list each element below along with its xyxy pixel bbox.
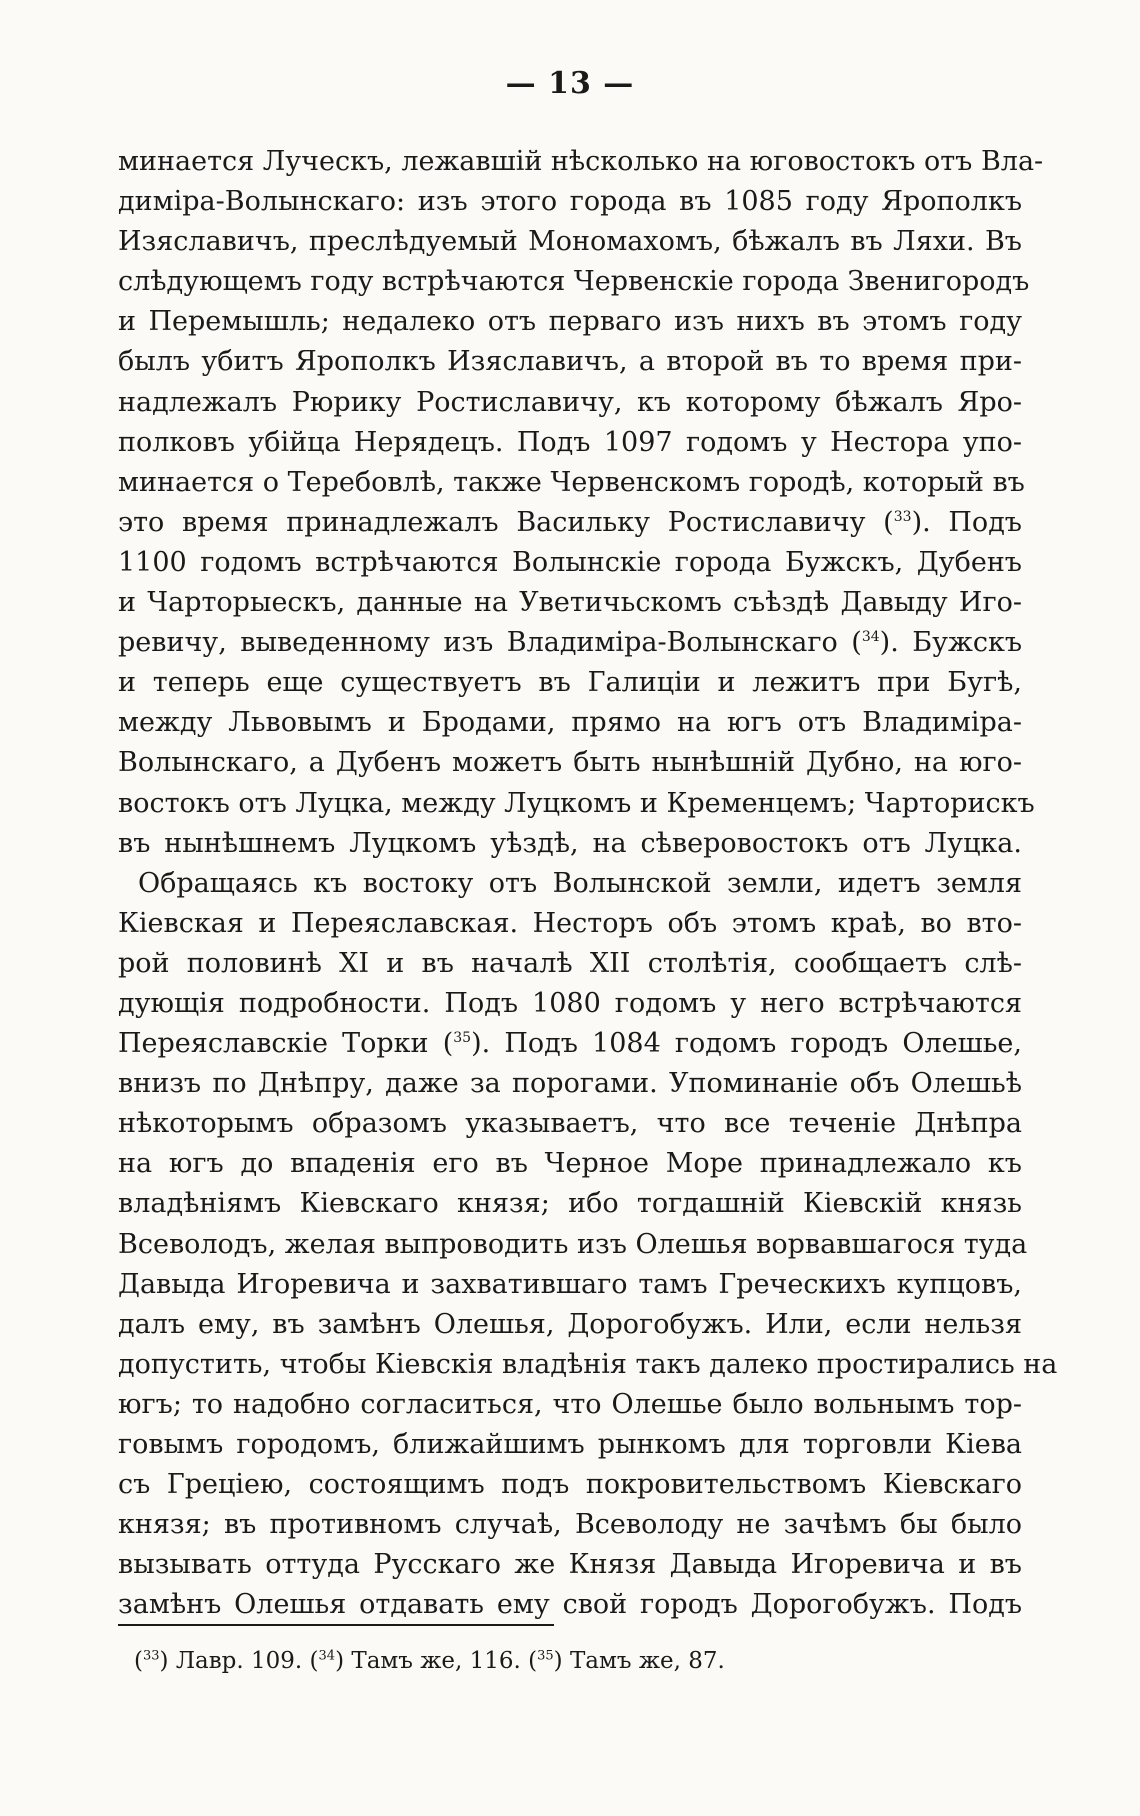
- text-line: допустить, чтобы Кіевскія владѣнія такъ далеко простирались на: [118, 1348, 1058, 1380]
- footnote-open: (: [134, 1648, 143, 1674]
- line-text: это время принадлежалъ Васильку Ростиславичу (: [118, 506, 894, 538]
- text-line: вызывать оттуда Русскаго же Князя Давыда Игоревича и въ: [118, 1549, 1022, 1581]
- text-line: югъ; то надобно согласиться, что Олешье было вольнымъ тор-: [118, 1388, 1022, 1420]
- text-line: Обращаясь къ востоку отъ Волынской земли, идетъ земля: [138, 867, 1022, 899]
- footnote-divider: [118, 1624, 554, 1626]
- text-line: Всеволодъ, желая выпроводить изъ Олешья ворвавшагося туда: [118, 1228, 1028, 1260]
- footnote-mark: 34: [318, 1648, 336, 1664]
- text-line: замѣнъ Олешья отдавать ему свой городъ Дорогобужъ. Подъ: [118, 1589, 1022, 1621]
- text-line: минается Луческъ, лежавшій нѣсколько на юговостокъ отъ Вла-: [118, 146, 1044, 177]
- line-text: ревичу, выведенному изъ Владиміра-Волынскаго (: [118, 627, 862, 659]
- text-line: нѣкоторымъ образомъ указываетъ, что все теченіе Днѣпра: [118, 1108, 1022, 1140]
- text-line: [118, 503, 1022, 543]
- line-text: Переяславскіе Торки (: [118, 1028, 454, 1060]
- text-line: [118, 1024, 1022, 1064]
- page-number: — 13 —: [505, 66, 635, 101]
- text-line: [118, 623, 1022, 663]
- text-line: Кіевская и Переяславская. Несторъ объ этомъ краѣ, во вто-: [118, 907, 1022, 939]
- text-line: 1100 годомъ встрѣчаются Волынскіе города Бужскъ, Дубенъ: [118, 546, 1022, 578]
- footnote-mark: 35: [453, 1030, 472, 1047]
- footnote-mark: 33: [893, 508, 912, 525]
- text-line: владѣніямъ Кіевскаго князя; ибо тогдашній Кіевскій князь: [118, 1188, 1022, 1220]
- text-line: и теперь еще существуетъ въ Галиціи и лежитъ при Бугѣ,: [118, 667, 1022, 699]
- line-text: ). Подъ 1084 годомъ городъ Олешье,: [471, 1028, 1022, 1060]
- footnote-text: ) Лавр. 109. (: [159, 1648, 319, 1674]
- text-line: князя; въ противномъ случаѣ, Всеволоду не зачѣмъ бы было: [118, 1509, 1022, 1541]
- footnote-text: ) Тамъ же, 87.: [553, 1648, 725, 1674]
- footnote-mark: 35: [537, 1648, 554, 1664]
- text-line: Волынскаго, а Дубенъ можетъ быть нынѣшній Дубно, на юго-: [118, 747, 1022, 779]
- body-text: [118, 142, 1058, 1625]
- text-line: надлежалъ Рюрику Ростиславичу, къ которому бѣжалъ Яро-: [118, 386, 1022, 418]
- text-line: между Львовымъ и Бродами, прямо на югъ отъ Владиміра-: [118, 707, 1022, 739]
- text-line: диміра-Волынскаго: изъ этого города въ 1085 году Ярополкъ: [118, 186, 1022, 218]
- text-line: и Перемышль; недалеко отъ перваго изъ нихъ въ этомъ году: [118, 306, 1022, 338]
- footnote-text: ) Тамъ же, 116. (: [335, 1648, 538, 1674]
- text-line: дующія подробности. Подъ 1080 годомъ у него встрѣчаются: [118, 987, 1022, 1019]
- text-line: слѣдующемъ году встрѣчаются Червенскіе города Звенигородъ: [118, 266, 1030, 298]
- text-line: минается о Теребовлѣ, также Червенскомъ городѣ, который въ: [118, 466, 1025, 498]
- line-text: ). Бужскъ: [879, 627, 1022, 659]
- text-line: говымъ городомъ, ближайшимъ рынкомъ для торговли Кіева: [118, 1429, 1022, 1460]
- text-line: Давыда Игоревича и захватившаго тамъ Греческихъ купцовъ,: [118, 1268, 1022, 1300]
- text-line: полковъ убійца Нерядецъ. Подъ 1097 годомъ у Нестора упо-: [118, 426, 1022, 458]
- text-line: далъ ему, въ замѣнъ Олешья, Дорогобужъ. Или, если нельзя: [118, 1308, 1022, 1340]
- footnote-mark: 33: [142, 1648, 160, 1664]
- text-line: на югъ до впаденія его въ Черное Море принадлежало къ: [118, 1148, 1022, 1180]
- text-line: и Чарторыескъ, данные на Уветичьскомъ съѣздѣ Давыду Иго-: [118, 587, 1022, 619]
- footnotes: [134, 1648, 725, 1674]
- text-line: Изяславичъ, преслѣдуемый Мономахомъ, бѣжалъ въ Ляхи. Въ: [118, 226, 1022, 258]
- line-text: ). Подъ: [911, 506, 1022, 538]
- text-line: былъ убитъ Ярополкъ Изяславичъ, а второй въ то время при-: [118, 346, 1022, 378]
- text-line: рой половинѣ XI и въ началѣ XII столѣтія, сообщаетъ слѣ-: [118, 947, 1022, 979]
- text-line: съ Греціею, состоящимъ подъ покровительствомъ Кіевскаго: [118, 1469, 1022, 1501]
- text-line: востокъ отъ Луцка, между Луцкомъ и Кременцемъ; Чарторискъ: [118, 787, 1035, 819]
- text-line: въ нынѣшнемъ Луцкомъ уѣздѣ, на сѣверовостокъ отъ Луцка.: [118, 827, 1022, 859]
- footnote-mark: 34: [861, 629, 880, 646]
- text-line: внизъ по Днѣпру, даже за порогами. Упоминаніе объ Олешьѣ: [118, 1068, 1022, 1100]
